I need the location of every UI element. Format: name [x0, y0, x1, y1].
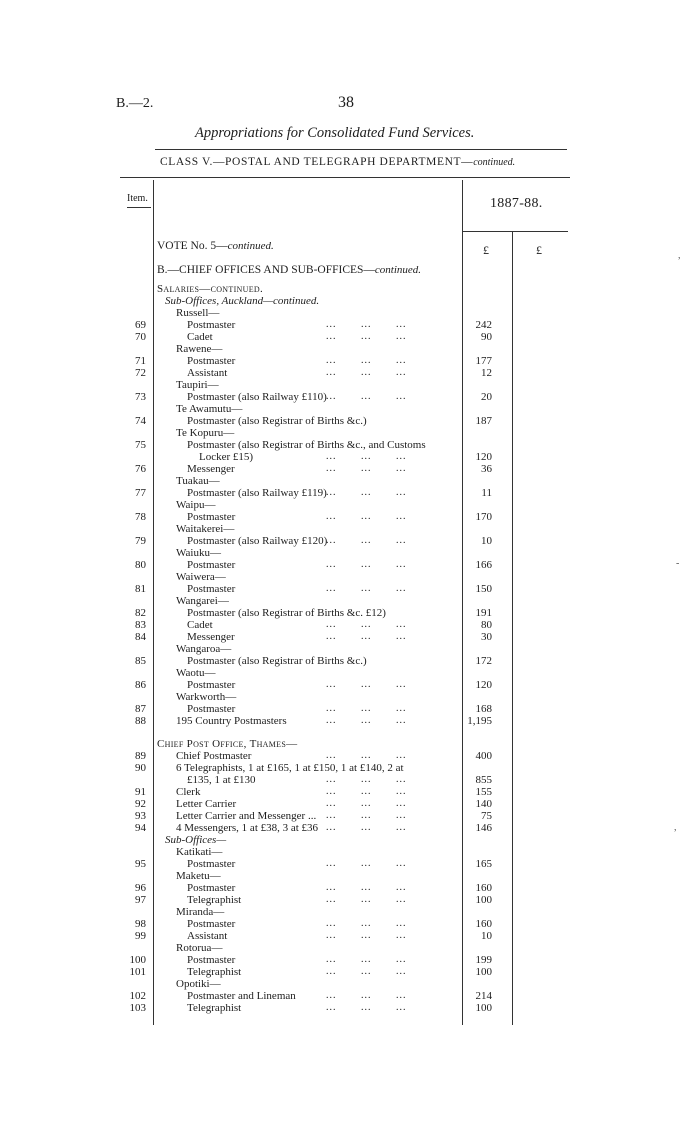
item-number: 91 [135, 786, 146, 798]
item-number: 96 [135, 882, 146, 894]
table-row [0, 583, 700, 595]
row-label: Postmaster (also Registrar of Births &c.) [187, 655, 367, 667]
amount-cell: 155 [475, 786, 492, 798]
table-row [0, 691, 700, 703]
leader-dots: ... ... ... [326, 631, 407, 642]
amount-cell: 166 [475, 559, 492, 571]
row-label: Assistant [187, 930, 228, 942]
row-label: Postmaster [187, 355, 236, 367]
item-column-header: Item. [127, 193, 148, 204]
table-row [0, 643, 700, 655]
table-row [0, 307, 700, 319]
row-label: Postmaster [187, 559, 236, 571]
amount-cell: 146 [475, 822, 492, 834]
amount-cell: 168 [475, 703, 492, 715]
table-row [0, 595, 700, 607]
table-row [0, 810, 700, 822]
table-row [0, 415, 700, 427]
row-label: Postmaster (also Registrar of Births &c., and Customs [187, 439, 426, 451]
row-label: Postmaster [187, 679, 236, 691]
currency-symbol-2: £ [536, 243, 542, 257]
table-row [0, 942, 700, 954]
margin-mark: , [678, 250, 681, 261]
item-number: 76 [135, 463, 146, 475]
amount-cell: 140 [475, 798, 492, 810]
row-label: Cadet [187, 331, 213, 343]
amount-cell: 12 [481, 367, 492, 379]
table-row [0, 703, 700, 715]
section-heading-continued: continued. [374, 264, 422, 276]
table-row [0, 427, 700, 439]
leader-dots: ... ... ... [326, 367, 407, 378]
row-label: Salaries—continued. [157, 283, 264, 295]
row-label: Postmaster [187, 583, 236, 595]
section-heading: B.—CHIEF OFFICES AND SUB-OFFICES—continued. [157, 264, 422, 276]
row-label: Waiuku— [176, 547, 221, 559]
table-row [0, 798, 700, 810]
item-number: 87 [135, 703, 146, 715]
item-number: 80 [135, 559, 146, 571]
table-row [0, 930, 700, 942]
row-label: Waiwera— [176, 571, 226, 583]
table-row [0, 918, 700, 930]
row-label: £135, 1 at £130 [187, 774, 256, 786]
year-column-header: 1887-88. [490, 196, 543, 211]
amount-cell: 120 [475, 679, 492, 691]
item-number: 98 [135, 918, 146, 930]
leader-dots: ... ... ... [326, 966, 407, 977]
table-row [0, 631, 700, 643]
row-label: Waitakerei— [176, 523, 235, 535]
item-number: 94 [135, 822, 146, 834]
leader-dots: ... ... ... [326, 535, 407, 546]
row-label: Te Kopuru— [176, 427, 235, 439]
table-row [0, 894, 700, 906]
leader-dots: ... ... ... [326, 786, 407, 797]
amount-cell: 214 [475, 990, 492, 1002]
leader-dots: ... ... ... [326, 355, 407, 366]
table-row [0, 451, 700, 463]
amount-cell: 199 [475, 954, 492, 966]
row-label: Chief Post Office, Thames— [157, 738, 298, 750]
table-row [0, 295, 700, 307]
row-label: Postmaster and Lineman [187, 990, 296, 1002]
table-row [0, 439, 700, 451]
table-row [0, 331, 700, 343]
amount-cell: 400 [475, 750, 492, 762]
item-number: 70 [135, 331, 146, 343]
row-label: Waotu— [176, 667, 216, 679]
year-header-rule [462, 231, 568, 232]
table-row [0, 319, 700, 331]
leader-dots: ... ... ... [326, 487, 407, 498]
row-label: Rotorua— [176, 942, 223, 954]
amount-cell: 100 [475, 1002, 492, 1014]
leader-dots: ... ... ... [326, 715, 407, 726]
amount-cell: 11 [481, 487, 492, 499]
item-number: 78 [135, 511, 146, 523]
leader-dots: ... ... ... [326, 798, 407, 809]
leader-dots: ... ... ... [326, 703, 407, 714]
amount-cell: 36 [481, 463, 492, 475]
row-label: 4 Messengers, 1 at £38, 3 at £36 [176, 822, 319, 834]
table-row [0, 511, 700, 523]
table-row [0, 547, 700, 559]
amount-cell: 242 [475, 319, 492, 331]
row-label: Postmaster (also Railway £110) [187, 391, 327, 403]
leader-dots: ... ... ... [326, 810, 407, 821]
row-label: Wangarei— [176, 595, 229, 607]
row-label: Tuakau— [176, 475, 220, 487]
item-number: 74 [135, 415, 146, 427]
leader-dots: ... ... ... [326, 858, 407, 869]
row-label: Chief Postmaster [176, 750, 252, 762]
item-header-underline [127, 207, 151, 208]
table-row [0, 762, 700, 774]
leader-dots: ... ... ... [326, 619, 407, 630]
amount-cell: 30 [481, 631, 492, 643]
item-number: 73 [135, 391, 146, 403]
table-row [0, 343, 700, 355]
row-label: Waipu— [176, 499, 216, 511]
amount-cell: 20 [481, 391, 492, 403]
row-label: Sub-Offices, Auckland—continued. [165, 295, 320, 307]
class-heading-continued: continued. [473, 157, 516, 168]
vote-heading: VOTE No. 5—continued. [157, 240, 274, 252]
leader-dots: ... ... ... [326, 463, 407, 474]
table-row [0, 786, 700, 798]
table-row [0, 906, 700, 918]
table-row [0, 667, 700, 679]
row-label: Letter Carrier [176, 798, 237, 810]
item-number: 79 [135, 535, 146, 547]
table-row [0, 487, 700, 499]
table-row [0, 679, 700, 691]
table-row [0, 990, 700, 1002]
row-label: Postmaster [187, 954, 236, 966]
table-row [0, 858, 700, 870]
table-row [0, 834, 700, 846]
row-label: Assistant [187, 367, 228, 379]
leader-dots: ... ... ... [326, 882, 407, 893]
table-row [0, 367, 700, 379]
vote-heading-continued: continued. [227, 240, 274, 252]
table-row [0, 870, 700, 882]
item-number: 82 [135, 607, 146, 619]
leader-dots: ... ... ... [326, 511, 407, 522]
amount-cell: 80 [481, 619, 492, 631]
leader-dots: ... ... ... [326, 319, 407, 330]
row-label: Locker £15) [199, 451, 254, 463]
row-label: 195 Country Postmasters [176, 715, 287, 727]
row-label: Postmaster (also Railway £119) [187, 487, 327, 499]
row-label: Postmaster [187, 511, 236, 523]
table-row [0, 571, 700, 583]
amount-cell: 150 [475, 583, 492, 595]
leader-dots: ... ... ... [326, 583, 407, 594]
table-row [0, 966, 700, 978]
currency-symbol-1: £ [483, 243, 489, 257]
amount-cell: 165 [475, 858, 492, 870]
row-label: Wangaroa— [176, 643, 232, 655]
table-row [0, 882, 700, 894]
amount-cell: 75 [481, 810, 492, 822]
item-number: 90 [135, 762, 146, 774]
row-label: Telegraphist [187, 1002, 242, 1014]
amount-cell: 160 [475, 882, 492, 894]
table-row [0, 715, 700, 727]
amount-cell: 90 [481, 331, 492, 343]
leader-dots: ... ... ... [326, 894, 407, 905]
leader-dots: ... ... ... [326, 930, 407, 941]
leader-dots: ... ... ... [326, 774, 407, 785]
leader-dots: ... ... ... [326, 559, 407, 570]
table-row [0, 846, 700, 858]
leader-dots: ... ... ... [326, 391, 407, 402]
table-row [0, 535, 700, 547]
table-row [0, 655, 700, 667]
row-label: Letter Carrier and Messenger ... [176, 810, 317, 822]
row-label: Sub-Offices— [165, 834, 227, 846]
item-number: 85 [135, 655, 146, 667]
item-number: 86 [135, 679, 146, 691]
row-label: Messenger [187, 463, 235, 475]
amount-cell: 187 [475, 415, 492, 427]
page-title: Appropriations for Consolidated Fund Services. [195, 125, 475, 141]
leader-dots: ... ... ... [326, 990, 407, 1001]
item-number: 97 [135, 894, 146, 906]
leader-dots: ... ... ... [326, 679, 407, 690]
item-number: 103 [129, 1002, 146, 1014]
item-number: 93 [135, 810, 146, 822]
row-label: Miranda— [176, 906, 225, 918]
table-row [0, 499, 700, 511]
leader-dots: ... ... ... [326, 918, 407, 929]
table-row [0, 523, 700, 535]
row-label: Postmaster [187, 918, 236, 930]
item-number: 77 [135, 487, 146, 499]
table-row [0, 750, 700, 762]
item-number: 102 [129, 990, 146, 1002]
leader-dots: ... ... ... [326, 331, 407, 342]
amount-cell: 10 [481, 535, 492, 547]
row-label: Warkworth— [176, 691, 237, 703]
item-number: 95 [135, 858, 146, 870]
amount-cell: 160 [475, 918, 492, 930]
table-row [0, 559, 700, 571]
amount-cell: 120 [475, 451, 492, 463]
row-label: Postmaster [187, 858, 236, 870]
amount-cell: 170 [475, 511, 492, 523]
table-row [0, 619, 700, 631]
row-label: Postmaster (also Railway £120) [187, 535, 328, 547]
amount-cell: 100 [475, 966, 492, 978]
row-label: Cadet [187, 619, 213, 631]
item-number: 89 [135, 750, 146, 762]
row-label: Postmaster [187, 703, 236, 715]
table-row [0, 954, 700, 966]
amount-cell: 10 [481, 930, 492, 942]
row-label: Taupiri— [176, 379, 219, 391]
row-label: Russell— [176, 307, 220, 319]
margin-mark: - [676, 558, 680, 569]
table-row [0, 283, 700, 295]
table-row [0, 1002, 700, 1014]
item-number: 81 [135, 583, 146, 595]
table-row [0, 379, 700, 391]
amount-cell: 172 [475, 655, 492, 667]
row-label: Postmaster (also Registrar of Births &c.) [187, 415, 367, 427]
top-rule [155, 149, 567, 150]
item-number: 71 [135, 355, 146, 367]
row-label: Postmaster (also Registrar of Births &c. £12) [187, 607, 386, 619]
table-row [0, 403, 700, 415]
item-number: 92 [135, 798, 146, 810]
margin-mark: , [674, 822, 677, 833]
row-label: Postmaster [187, 319, 236, 331]
row-label: Te Awamutu— [176, 403, 243, 415]
row-label: 6 Telegraphists, 1 at £165, 1 at £150, 1 at £140, 2 at [176, 762, 404, 774]
item-number: 83 [135, 619, 146, 631]
item-number: 99 [135, 930, 146, 942]
row-label: Telegraphist [187, 966, 242, 978]
item-number: 100 [129, 954, 146, 966]
item-number: 75 [135, 439, 146, 451]
header-rule [120, 177, 570, 178]
row-label: Maketu— [176, 870, 221, 882]
leader-dots: ... ... ... [326, 1002, 407, 1013]
leader-dots: ... ... ... [326, 954, 407, 965]
row-label: Telegraphist [187, 894, 242, 906]
class-heading: CLASS V.—POSTAL AND TELEGRAPH DEPARTMENT—continued. [160, 156, 516, 168]
item-number: 72 [135, 367, 146, 379]
table-row [0, 607, 700, 619]
table-row [0, 355, 700, 367]
leader-dots: ... ... ... [326, 750, 407, 761]
table-row [0, 774, 700, 786]
row-label: Messenger [187, 631, 235, 643]
row-label: Rawene— [176, 343, 223, 355]
row-label: Opotiki— [176, 978, 221, 990]
amount-cell: 1,195 [467, 715, 492, 727]
item-number: 88 [135, 715, 146, 727]
table-row [0, 391, 700, 403]
amount-cell: 855 [475, 774, 492, 786]
amount-cell: 100 [475, 894, 492, 906]
table-row [0, 475, 700, 487]
table-row [0, 463, 700, 475]
leader-dots: ... ... ... [326, 822, 407, 833]
page-reference: B.—2. [116, 96, 154, 111]
item-number: 69 [135, 319, 146, 331]
table-row [0, 822, 700, 834]
leader-dots: ... ... ... [326, 451, 407, 462]
table-row [0, 978, 700, 990]
amount-cell: 191 [475, 607, 492, 619]
row-label: Katikati— [176, 846, 223, 858]
row-label: Clerk [176, 786, 201, 798]
row-label: Postmaster [187, 882, 236, 894]
amount-cell: 177 [475, 355, 492, 367]
item-number: 101 [129, 966, 146, 978]
page-number: 38 [338, 94, 354, 111]
item-number: 84 [135, 631, 146, 643]
table-row [0, 738, 700, 750]
